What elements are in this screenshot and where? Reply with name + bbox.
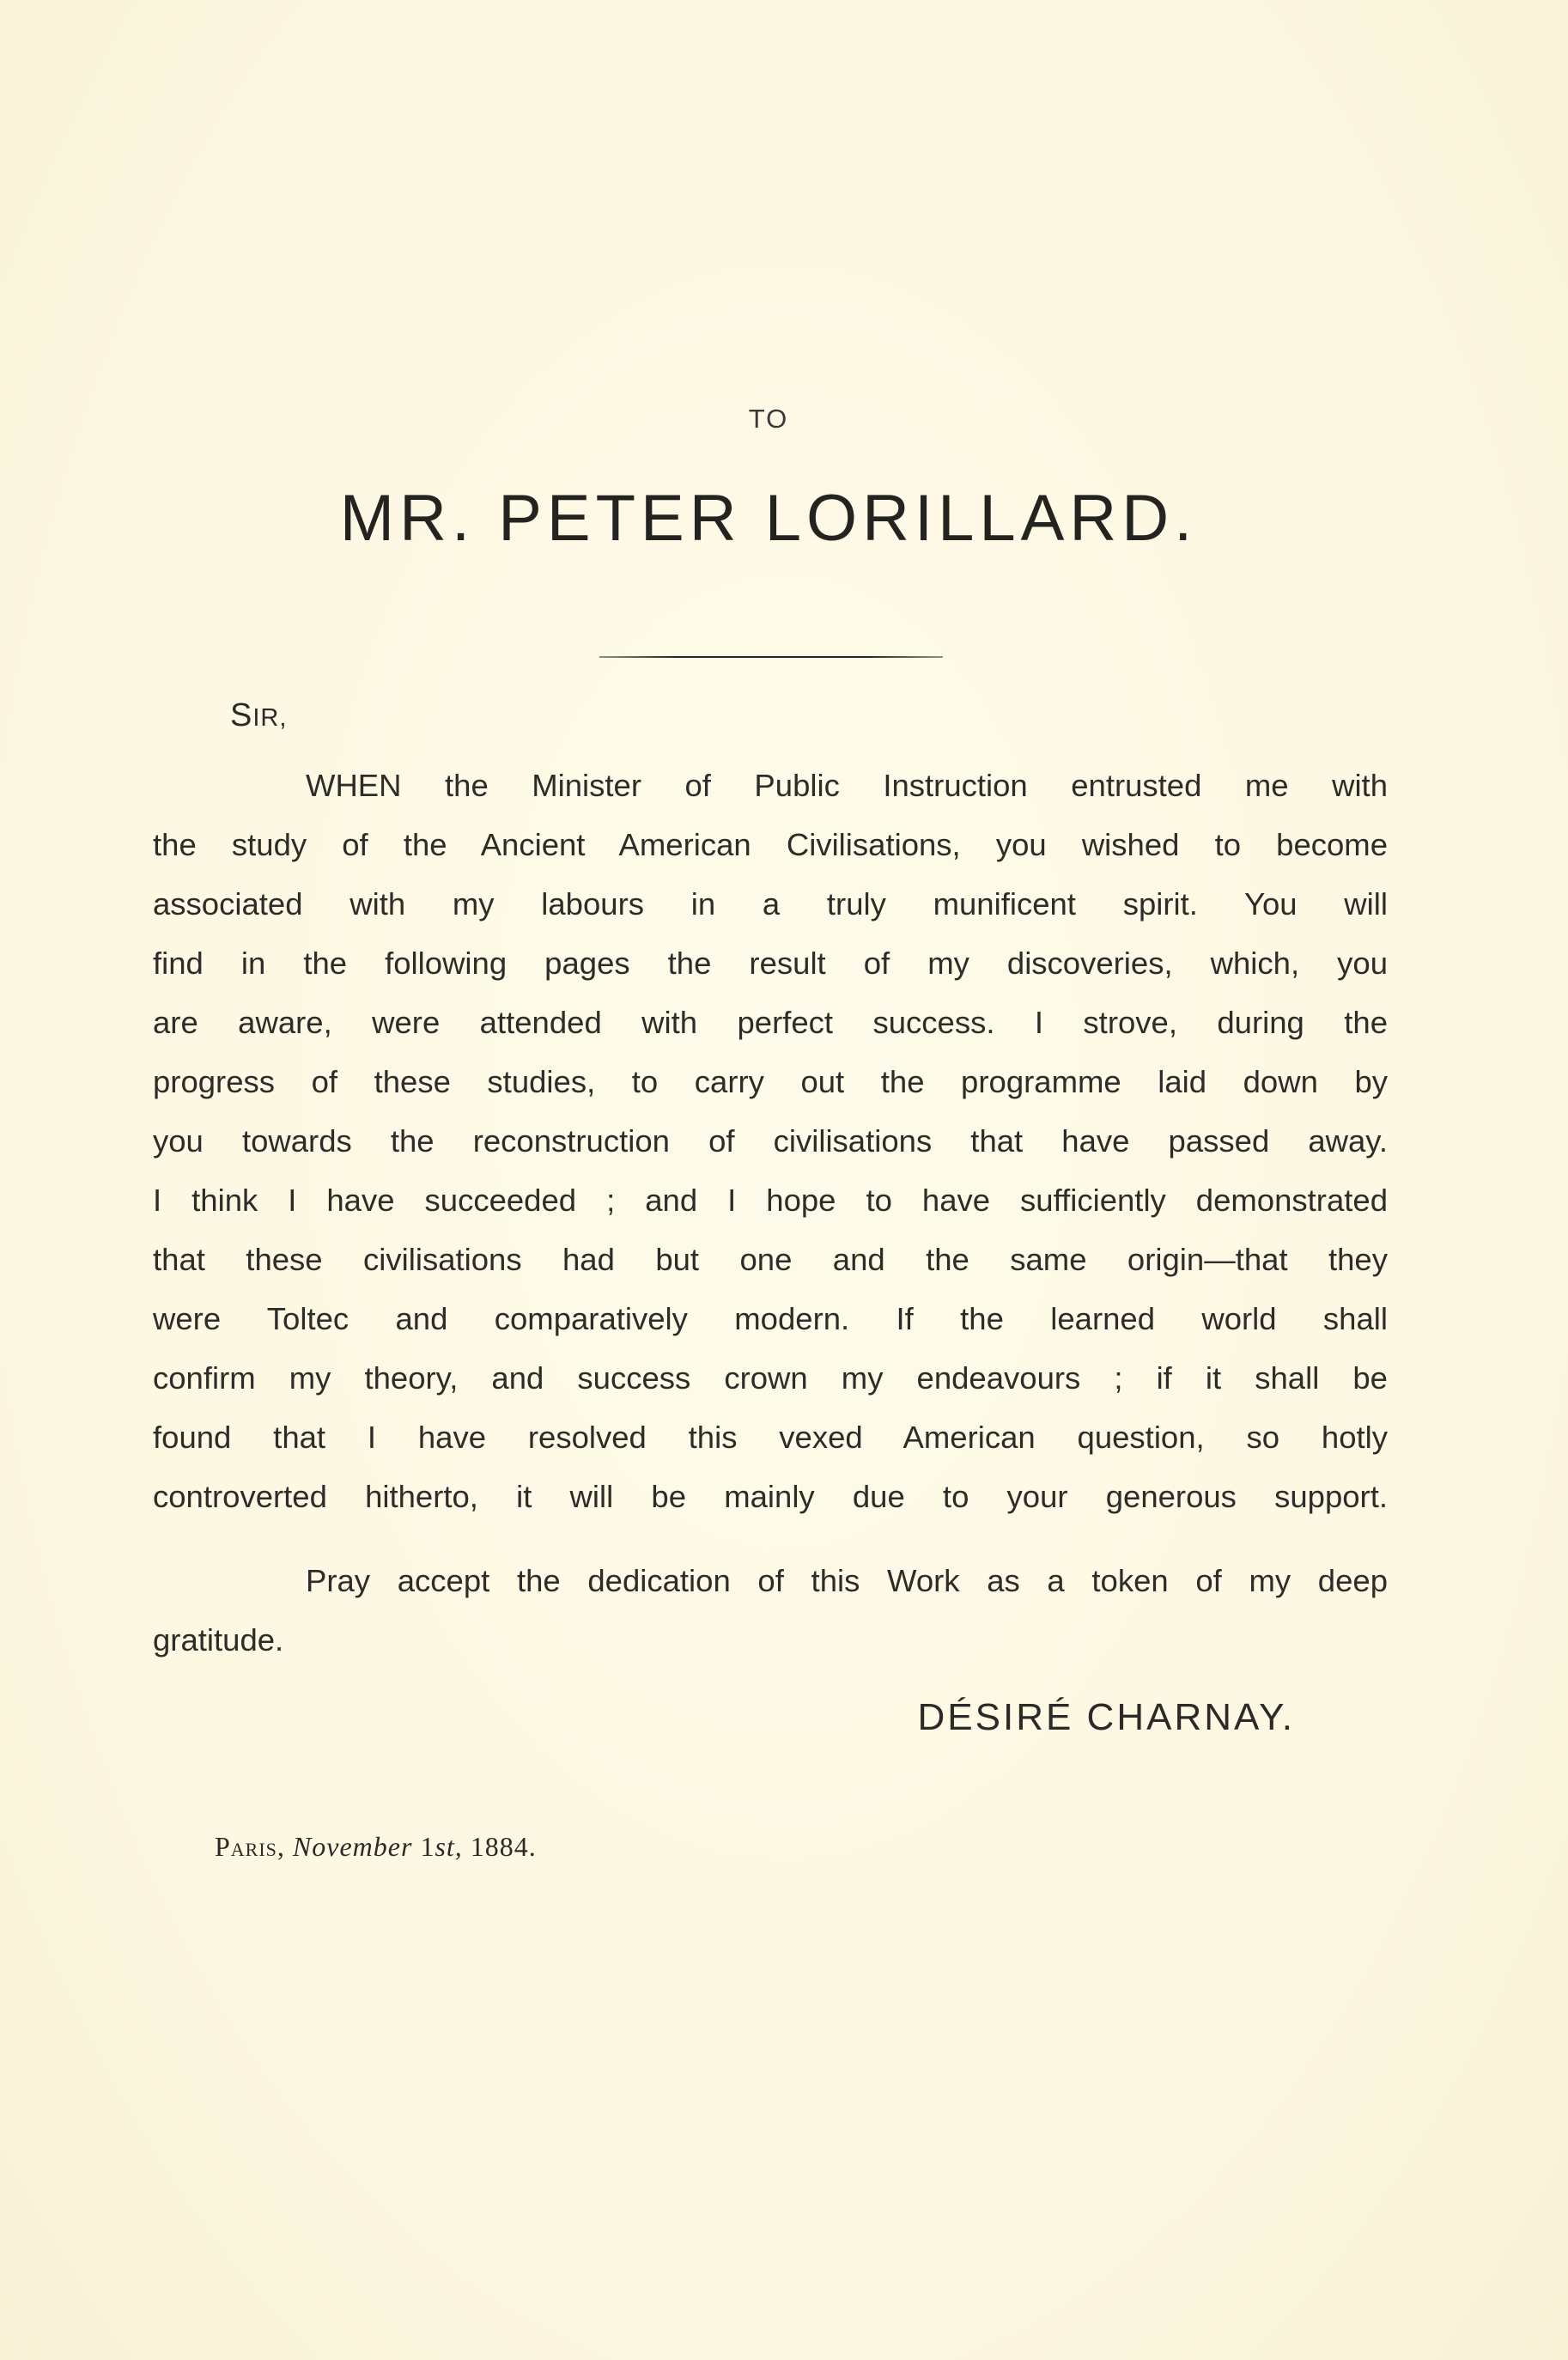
paragraph-line: find in the following pages the result of my discoveries, which, you bbox=[153, 946, 1388, 981]
paragraph-line: the study of the Ancient American Civilisations, you wished to become bbox=[153, 827, 1388, 862]
paragraph-line: are aware, were attended with perfect success. I strove, during the bbox=[153, 1005, 1388, 1040]
author-signature: DÉSIRÉ CHARNAY. bbox=[917, 1696, 1295, 1738]
salutation-rest: IR, bbox=[252, 704, 288, 732]
dateline-month: November bbox=[292, 1831, 413, 1862]
dateline-place: Paris, bbox=[215, 1831, 285, 1862]
dateline bbox=[215, 1831, 537, 1863]
paragraph-line: confirm my theory, and success crown my endeavours ; if it shall be bbox=[153, 1360, 1388, 1396]
paragraph-line: WHEN the Minister of Public Instruction entrusted me with bbox=[306, 768, 1388, 803]
salutation-initial: S bbox=[230, 697, 253, 733]
dedication-paragraph-1 bbox=[153, 756, 1388, 1526]
paragraph-line: found that I have resolved this vexed American question, so hotly bbox=[153, 1420, 1388, 1455]
paragraph-line: you towards the reconstruction of civilisations that have passed away. bbox=[153, 1123, 1388, 1159]
dateline-year: 1884. bbox=[470, 1831, 537, 1862]
paragraph-line: that these civilisations had but one and the same origin—that they bbox=[153, 1242, 1388, 1277]
dedication-paragraph-2 bbox=[153, 1551, 1388, 1670]
dedication-addressee: MR. PETER LORILLARD. bbox=[339, 482, 1198, 555]
paragraph-line: gratitude. bbox=[153, 1622, 284, 1657]
paragraph-line: I think I have succeeded ; and I hope to have sufficiently demonstrated bbox=[153, 1183, 1388, 1218]
salutation bbox=[230, 697, 287, 734]
paragraph-line: associated with my labours in a truly munificent spirit. You will bbox=[153, 886, 1388, 921]
dedication-to: TO bbox=[748, 404, 789, 434]
paragraph-line: Pray accept the dedication of this Work as a token of my deep bbox=[306, 1563, 1388, 1598]
dateline-day-ordinal: st, bbox=[435, 1831, 463, 1862]
dateline-day-number: 1 bbox=[420, 1831, 435, 1862]
paragraph-line: progress of these studies, to carry out the programme laid down by bbox=[153, 1064, 1388, 1099]
paragraph-line: were Toltec and comparatively modern. If the learned world shall bbox=[153, 1301, 1388, 1336]
paragraph-line: controverted hitherto, it will be mainly due to your generous support. bbox=[153, 1479, 1388, 1514]
ornamental-rule bbox=[599, 656, 943, 658]
